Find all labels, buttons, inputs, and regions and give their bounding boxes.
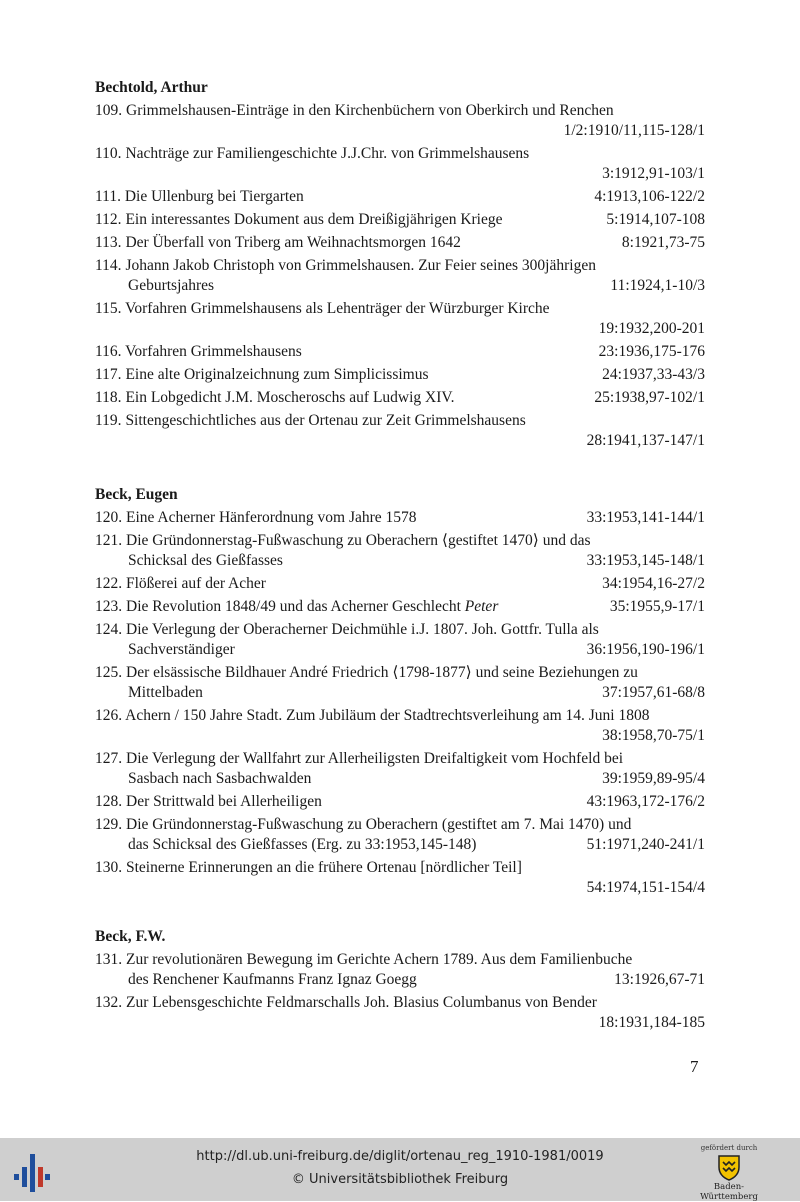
copyright-text: © Universitätsbibliothek Freiburg (291, 1172, 509, 1187)
entry-title-line (95, 749, 623, 769)
entry-reference: 18:1931,184-185 (598, 1014, 705, 1031)
entry-title: Steinerne Erinnerungen an die frühere Ortenau [nördlicher Teil] (126, 859, 522, 876)
entry-title: Ein Lobgedicht J.M. Moscheroschs auf Ludwig XIV. (125, 389, 455, 406)
entry-continuation: Sasbach nach Sasbachwalden (128, 770, 312, 787)
entry-reference: 37:1957,61-68/8 (602, 684, 705, 701)
entry-title-line (95, 792, 322, 812)
entry-number: 118. (95, 389, 122, 406)
entry-reference: 34:1954,16-27/2 (602, 575, 705, 592)
entry-title: Die Ullenburg bei Tiergarten (124, 188, 304, 205)
entry-title: Der Überfall von Triberg am Weihnachtsmorgen 1642 (125, 234, 461, 251)
entry-number: 112. (95, 211, 122, 228)
bibliography-entry (95, 144, 705, 184)
author-heading: Bechtold, Arthur (95, 79, 208, 96)
entry-number: 117. (95, 366, 122, 383)
entry-reference: 13:1926,67-71 (614, 971, 705, 988)
entry-number: 120. (95, 509, 123, 526)
bibliography-entry (95, 411, 705, 451)
bibliography-entry (95, 299, 705, 339)
entry-number: 130. (95, 859, 123, 876)
entry-reference: 36:1956,190-196/1 (586, 641, 705, 658)
entry-title: Nachträge zur Familiengeschichte J.J.Chr. von Grimmelshausens (125, 145, 530, 162)
bibliography-entry (95, 256, 705, 296)
entry-number: 121. (95, 532, 123, 549)
entry-title: Die Verlegung der Oberacherner Deichmühle i.J. 1807. Joh. Gottfr. Tulla als (126, 621, 599, 638)
entry-title-emphasis: Peter (464, 598, 499, 615)
bibliography-entry (95, 531, 705, 571)
author-heading: Beck, F.W. (95, 928, 166, 945)
entry-title-line (95, 342, 302, 362)
bibliography-entry (95, 574, 705, 594)
entry-reference: 8:1921,73-75 (621, 234, 705, 251)
bibliography-entry (95, 597, 705, 617)
entry-reference: 39:1959,89-95/4 (602, 770, 705, 787)
entry-reference: 25:1938,97-102/1 (594, 389, 705, 406)
entry-title-line (95, 256, 596, 276)
entry-number: 123. (95, 598, 123, 615)
entry-title: Grimmelshausen-Einträge in den Kirchenbüchern von Oberkirch und Renchen (126, 102, 614, 119)
entry-title: Flößerei auf der Acher (126, 575, 266, 592)
entry-reference: 54:1974,151-154/4 (586, 879, 705, 896)
entry-title-line (95, 574, 266, 594)
entry-continuation: Mittelbaden (128, 684, 203, 701)
entry-number: 124. (95, 621, 123, 638)
entry-title: Ein interessantes Dokument aus dem Dreißigjährigen Kriege (125, 211, 503, 228)
entry-title-line (95, 993, 597, 1013)
entry-reference: 1/2:1910/11,115-128/1 (563, 122, 705, 139)
state-label: Baden-Württemberg (700, 1182, 758, 1202)
entry-number: 110. (95, 145, 122, 162)
entry-reference: 3:1912,91-103/1 (602, 165, 705, 182)
entry-title-line (95, 365, 429, 385)
bibliography-entry (95, 388, 705, 408)
entry-title-line (95, 950, 632, 970)
entry-title-line (95, 706, 649, 726)
entry-title: Achern / 150 Jahre Stadt. Zum Jubiläum der Stadtrechtsverleihung am 14. Juni 1808 (125, 707, 650, 724)
entry-reference: 5:1914,107-108 (606, 211, 705, 228)
entry-number: 131. (95, 951, 123, 968)
entry-title: Die Verlegung der Wallfahrt zur Allerheiligsten Dreifaltigkeit vom Hochfeld bei (126, 750, 624, 767)
entry-title-line (95, 858, 522, 878)
document-url-link[interactable]: http://dl.ub.uni-freiburg.de/diglit/ortenau_reg_1910-1981/0019 (196, 1149, 604, 1164)
entry-title: Die Revolution 1848/49 und das Acherner Geschlecht (126, 598, 465, 615)
entry-title-line (95, 815, 631, 835)
entry-reference: 19:1932,200-201 (598, 320, 705, 337)
entry-title-line (95, 663, 638, 683)
entry-continuation: Schicksal des Gießfasses (128, 552, 283, 569)
entry-title-line (95, 620, 599, 640)
bibliography-entry (95, 101, 705, 141)
entry-title: Zur Lebensgeschichte Feldmarschalls Joh. Blasius Columbanus von Bender (126, 994, 597, 1011)
entry-number: 128. (95, 793, 123, 810)
section-bechtold (95, 78, 705, 451)
footer-bar (0, 1138, 800, 1201)
entry-title-line (95, 210, 503, 230)
entry-title: Die Gründonnerstag-Fußwaschung zu Oberachern ⟨gestiftet 1470⟩ und das (126, 532, 591, 549)
bibliography-entry (95, 858, 705, 898)
entry-title: Der elsässische Bildhauer André Friedrich ⟨1798-1877⟩ und seine Beziehungen zu (126, 664, 638, 681)
entry-title: Vorfahren Grimmelshausens als Lehenträger der Würzburger Kirche (125, 300, 550, 317)
entry-number: 111. (95, 188, 121, 205)
entry-reference: 24:1937,33-43/3 (602, 366, 705, 383)
entry-title-line (95, 597, 498, 617)
bibliography-entry (95, 620, 705, 660)
entry-number: 113. (95, 234, 122, 251)
entry-reference: 4:1913,106-122/2 (594, 188, 705, 205)
entry-number: 114. (95, 257, 122, 274)
entry-title-line (95, 299, 550, 319)
entry-reference: 38:1958,70-75/1 (602, 727, 705, 744)
page-number: 7 (690, 1057, 699, 1076)
section-beck-eugen (95, 485, 705, 898)
entry-title: Eine Acherner Hänferordnung vom Jahre 1578 (126, 509, 417, 526)
entry-title-line (95, 388, 454, 408)
entry-reference: 51:1971,240-241/1 (586, 836, 705, 853)
entry-title-line (95, 531, 591, 551)
entry-number: 109. (95, 102, 123, 119)
entry-reference: 43:1963,172-176/2 (586, 793, 705, 810)
entry-continuation: Geburtsjahres (128, 277, 215, 294)
bibliography-entry (95, 342, 705, 362)
bibliography-entry (95, 749, 705, 789)
entry-number: 115. (95, 300, 122, 317)
entry-title-line (95, 101, 614, 121)
funded-by-label: gefördert durch (700, 1144, 758, 1152)
entry-title-line (95, 187, 304, 207)
entry-title: Die Gründonnerstag-Fußwaschung zu Oberachern (gestiftet am 7. Mai 1470) und (126, 816, 632, 833)
bibliography-entry (95, 792, 705, 812)
entry-continuation: Sachverständiger (128, 641, 235, 658)
entry-number: 132. (95, 994, 123, 1011)
bibliography-entry (95, 706, 705, 746)
entry-title: Eine alte Originalzeichnung zum Simplicissimus (125, 366, 429, 383)
entry-number: 122. (95, 575, 123, 592)
entry-title-line (95, 411, 526, 431)
entry-title: Zur revolutionären Bewegung im Gerichte Achern 1789. Aus dem Familienbuche (126, 951, 633, 968)
bibliography-entry (95, 233, 705, 253)
entry-number: 126. (95, 707, 123, 724)
entry-title-line (95, 144, 529, 164)
entry-reference: 35:1955,9-17/1 (609, 598, 705, 615)
entry-number: 127. (95, 750, 123, 767)
bibliography-entry (95, 187, 705, 207)
author-heading: Beck, Eugen (95, 486, 178, 503)
entry-number: 129. (95, 816, 123, 833)
entry-number: 119. (95, 412, 122, 429)
entry-reference: 28:1941,137-147/1 (586, 432, 705, 449)
bibliography-entry (95, 950, 705, 990)
bibliography-entry (95, 663, 705, 703)
entry-title: Sittengeschichtliches aus der Ortenau zur Zeit Grimmelshausens (125, 412, 526, 429)
bibliography-entry (95, 365, 705, 385)
bibliography-entry (95, 210, 705, 230)
bibliography-entry (95, 815, 705, 855)
entry-reference: 33:1953,141-144/1 (586, 509, 705, 526)
entry-title: Vorfahren Grimmelshausens (125, 343, 302, 360)
entry-reference: 11:1924,1-10/3 (610, 277, 705, 294)
baden-wuerttemberg-crest-icon (716, 1153, 742, 1181)
entry-number: 125. (95, 664, 123, 681)
entry-reference: 33:1953,145-148/1 (586, 552, 705, 569)
entry-title: Der Strittwald bei Allerheiligen (126, 793, 322, 810)
entry-number: 116. (95, 343, 122, 360)
entry-continuation: das Schicksal des Gießfasses (Erg. zu 33:1953,145-148) (128, 836, 477, 853)
entry-title: Johann Jakob Christoph von Grimmelshausen. Zur Feier seines 300jährigen (125, 257, 596, 274)
entry-reference: 23:1936,175-176 (598, 343, 705, 360)
bibliography-entry (95, 508, 705, 528)
entry-title-line (95, 508, 417, 528)
funding-badge (694, 1144, 764, 1202)
section-beck-fw (95, 927, 705, 1033)
entry-continuation: des Renchener Kaufmanns Franz Ignaz Goegg (128, 971, 417, 988)
bibliography-entry (95, 993, 705, 1033)
entry-title-line (95, 233, 461, 253)
